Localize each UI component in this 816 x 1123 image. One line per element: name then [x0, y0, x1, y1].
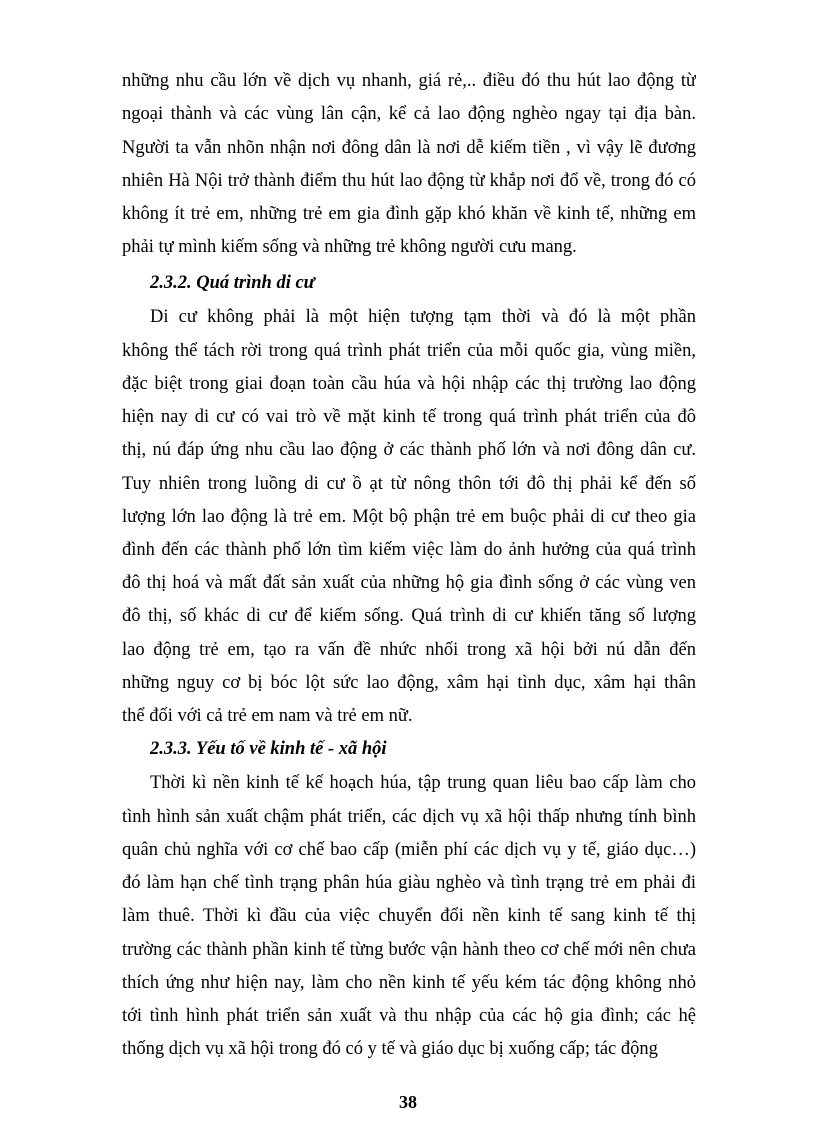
paragraph-line: Thời kì nền kinh tế kế hoạch húa, tập trung quan liêu bao cấp làm cho: [150, 773, 696, 793]
paragraph-line: trường các thành phần kinh tế từng bước vận hành theo cơ chế mới nên chưa: [122, 940, 696, 960]
paragraph-line: Di cư không phải là một hiện tượng tạm thời và đó là một phần: [150, 307, 696, 327]
paragraph-line: tới tình hình phát triển sản xuất và thu nhập của các hộ gia đình; các hệ: [122, 1006, 696, 1026]
paragraph-line: đình đến các thành phố lớn tìm kiếm việc làm do ảnh hưởng của quá trình: [122, 540, 696, 560]
paragraph-line: đặc biệt trong giai đoạn toàn cầu húa và hội nhập các thị trường lao động: [122, 374, 696, 394]
paragraph-line: những nhu cầu lớn về dịch vụ nhanh, giá rẻ,.. điều đó thu hút lao động từ: [122, 71, 696, 91]
paragraph-line: đó làm hạn chế tình trạng phân húa giàu nghèo và tình trạng trẻ em phải đi: [122, 873, 696, 893]
paragraph-line: không ít trẻ em, những trẻ em gia đình gặp khó khăn về kinh tế, những em: [122, 204, 696, 224]
paragraph-line: phải tự mình kiếm sống và những trẻ không người cưu mang.: [122, 237, 577, 257]
paragraph-line: Tuy nhiên trong luồng di cư ồ ạt từ nông thôn tới đô thị phải kể đến số: [122, 474, 696, 494]
paragraph-line: Người ta vẫn nhõn nhận nơi đông dân là nơi dễ kiếm tiền , vì vậy lẽ đương: [122, 138, 696, 158]
paragraph-line: thể đối với cả trẻ em nam và trẻ em nữ.: [122, 706, 413, 726]
paragraph-line: lượng lớn lao động là trẻ em. Một bộ phận trẻ em buộc phải di cư theo gia: [122, 507, 696, 527]
paragraph-line: lao động trẻ em, tạo ra vấn đề nhức nhối trong xã hội bởi nú dẫn đến: [122, 640, 696, 660]
section-heading-2-3-3: 2.3.3. Yếu tố về kinh tế - xã hội: [150, 739, 387, 759]
paragraph-line: hiện nay di cư có vai trò về mặt kinh tế trong quá trình phát triển của đô: [122, 407, 696, 427]
section-heading-2-3-2: 2.3.2. Quá trình di cư: [150, 273, 315, 293]
paragraph-line: đô thị hoá và mất đất sản xuất của những hộ gia đình sống ở các vùng ven: [122, 573, 696, 593]
paragraph-line: làm thuê. Thời kì đầu của việc chuyển đổi nền kinh tế sang kinh tế thị: [122, 906, 696, 926]
paragraph-line: thị, nú đáp ứng nhu cầu lao động ở các thành phố lớn và nơi đông dân cư.: [122, 440, 696, 460]
paragraph-line: những nguy cơ bị bóc lột sức lao động, xâm hại tình dục, xâm hại thân: [122, 673, 696, 693]
paragraph-line: thích ứng như hiện nay, làm cho nền kinh tế yếu kém tác động không nhỏ: [122, 973, 696, 993]
paragraph-line: nhiên Hà Nội trở thành điểm thu hút lao động từ khắp nơi đổ về, trong đó có: [122, 171, 696, 191]
paragraph-line: ngoại thành và các vùng lân cận, kể cả lao động nghèo ngay tại địa bàn.: [122, 104, 696, 124]
paragraph-line: đô thị, số khác di cư để kiếm sống. Quá trình di cư khiến tăng số lượng: [122, 606, 696, 626]
paragraph-line: thống dịch vụ xã hội trong đó có y tế và giáo dục bị xuống cấp; tác động: [122, 1039, 658, 1059]
paragraph-line: không thể tách rời trong quá trình phát triển của mỗi quốc gia, vùng miền,: [122, 341, 696, 361]
paragraph-line: tình hình sản xuất chậm phát triển, các dịch vụ xã hội thấp nhưng tính bình: [122, 807, 696, 827]
page-number: 38: [399, 1092, 417, 1112]
paragraph-line: quân chủ nghĩa với cơ chế bao cấp (miễn phí các dịch vụ y tế, giáo dục…): [122, 840, 696, 860]
